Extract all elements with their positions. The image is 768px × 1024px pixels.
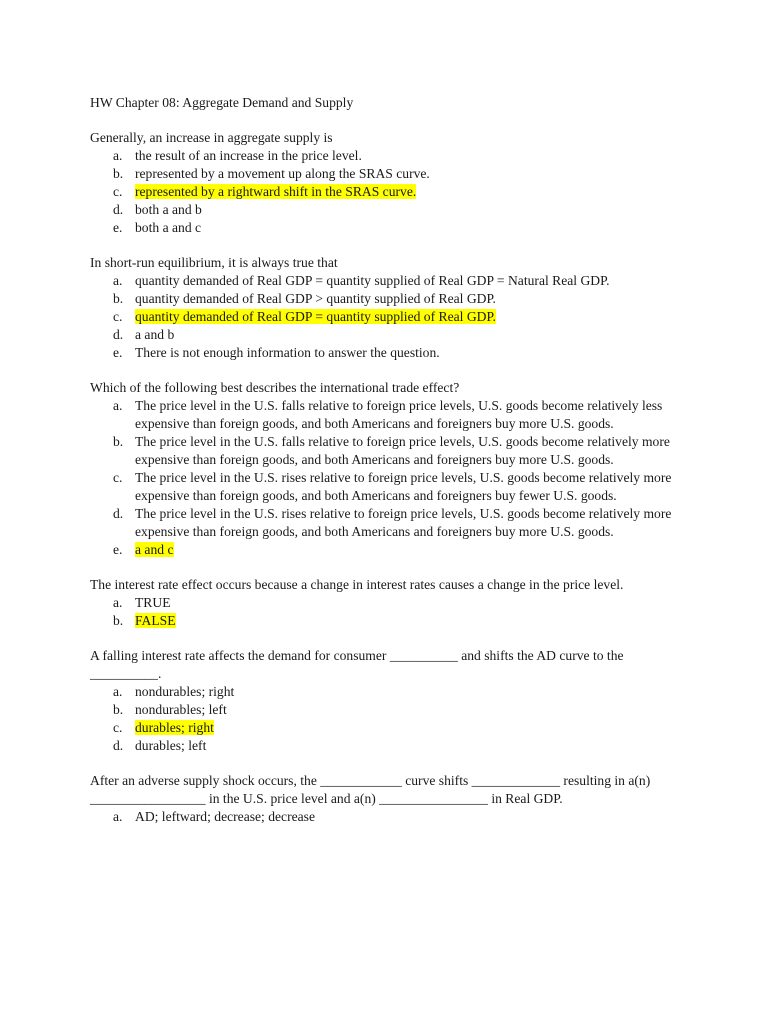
option-letter: c. xyxy=(113,184,123,199)
option-text: AD; leftward; decrease; decrease xyxy=(135,809,316,824)
option-letter: c. xyxy=(113,470,123,485)
question-text: In short-run equilibrium, it is always true that xyxy=(90,255,338,270)
option-text: the result of an increase in the price level. xyxy=(135,148,362,163)
answer-option xyxy=(90,469,690,505)
option-text: quantity demanded of Real GDP = quantity supplied of Real GDP = Natural Real GDP. xyxy=(135,273,610,288)
question-text: The interest rate effect occurs because a change in interest rates causes a change in the price level. xyxy=(90,577,624,592)
answer-option xyxy=(90,165,690,183)
question-block xyxy=(90,772,690,826)
answer-options xyxy=(90,683,690,755)
document-page xyxy=(90,94,690,843)
answer-option xyxy=(90,808,690,826)
answer-option xyxy=(90,397,690,433)
highlighted-answer-text: a and c xyxy=(135,542,174,557)
question-block xyxy=(90,379,690,559)
answer-option xyxy=(90,183,690,201)
option-text: The price level in the U.S. falls relative to foreign price levels, U.S. goods become relatively less expensive than foreign goods, and both Americans and foreigners buy more U.S. goods. xyxy=(135,398,663,431)
answer-option xyxy=(90,433,690,469)
option-text: both a and c xyxy=(135,220,202,235)
answer-option xyxy=(90,219,690,237)
highlighted-answer-text: durables; right xyxy=(135,720,214,735)
question-text: Which of the following best describes the international trade effect? xyxy=(90,380,460,395)
option-letter: e. xyxy=(113,345,123,360)
answer-options xyxy=(90,594,690,630)
option-letter: c. xyxy=(113,720,123,735)
question-text: Generally, an increase in aggregate supply is xyxy=(90,130,333,145)
question-block xyxy=(90,254,690,362)
question-text: After an adverse supply shock occurs, the ____________ curve shifts _____________ resulting in a(n) _________________ in the U.S. price level and a(n) ________________ in Real GDP. xyxy=(90,773,651,806)
option-letter: d. xyxy=(113,738,124,753)
answer-option xyxy=(90,541,690,559)
answer-options xyxy=(90,272,690,362)
answer-option xyxy=(90,326,690,344)
answer-option xyxy=(90,272,690,290)
question-block xyxy=(90,129,690,237)
question-list xyxy=(90,129,690,826)
answer-option xyxy=(90,147,690,165)
option-letter: e. xyxy=(113,542,123,557)
option-letter: a. xyxy=(113,398,123,413)
answer-option xyxy=(90,201,690,219)
answer-option xyxy=(90,344,690,362)
option-letter: d. xyxy=(113,506,124,521)
answer-option xyxy=(90,505,690,541)
answer-option xyxy=(90,701,690,719)
option-text: The price level in the U.S. rises relative to foreign price levels, U.S. goods become relatively more expensive than foreign goods, and both Americans and foreigners buy fewer U.S. goods. xyxy=(135,470,672,503)
option-text: nondurables; left xyxy=(135,702,227,717)
option-letter: b. xyxy=(113,291,124,306)
question-text: A falling interest rate affects the demand for consumer __________ and shifts the AD curve to the __________. xyxy=(90,648,624,681)
answer-option xyxy=(90,719,690,737)
answer-option xyxy=(90,612,690,630)
option-letter: a. xyxy=(113,273,123,288)
option-letter: c. xyxy=(113,309,123,324)
option-letter: b. xyxy=(113,434,124,449)
option-letter: a. xyxy=(113,148,123,163)
highlighted-answer-text: represented by a rightward shift in the SRAS curve. xyxy=(135,184,417,199)
option-text: both a and b xyxy=(135,202,202,217)
document-title: HW Chapter 08: Aggregate Demand and Supply xyxy=(90,95,354,110)
option-text: There is not enough information to answer the question. xyxy=(135,345,440,360)
answer-options xyxy=(90,147,690,237)
option-letter: b. xyxy=(113,702,124,717)
option-letter: d. xyxy=(113,202,124,217)
answer-option xyxy=(90,737,690,755)
option-letter: b. xyxy=(113,166,124,181)
option-letter: a. xyxy=(113,595,123,610)
option-letter: a. xyxy=(113,809,123,824)
option-text: represented by a movement up along the SRAS curve. xyxy=(135,166,430,181)
answer-options xyxy=(90,808,690,826)
answer-option xyxy=(90,308,690,326)
answer-option xyxy=(90,594,690,612)
highlighted-answer-text: FALSE xyxy=(135,613,176,628)
option-letter: d. xyxy=(113,327,124,342)
option-text: a and b xyxy=(135,327,175,342)
option-text: nondurables; right xyxy=(135,684,235,699)
answer-option xyxy=(90,290,690,308)
option-letter: e. xyxy=(113,220,123,235)
answer-option xyxy=(90,683,690,701)
option-text: The price level in the U.S. rises relative to foreign price levels, U.S. goods become relatively more expensive than foreign goods, and both Americans and foreigners buy more U.S. goods. xyxy=(135,506,672,539)
question-block xyxy=(90,647,690,755)
option-letter: a. xyxy=(113,684,123,699)
option-text: durables; left xyxy=(135,738,207,753)
answer-options xyxy=(90,397,690,559)
option-text: quantity demanded of Real GDP > quantity supplied of Real GDP. xyxy=(135,291,496,306)
option-text: TRUE xyxy=(135,595,171,610)
question-block xyxy=(90,576,690,630)
highlighted-answer-text: quantity demanded of Real GDP = quantity supplied of Real GDP. xyxy=(135,309,496,324)
option-text: The price level in the U.S. falls relative to foreign price levels, U.S. goods become relatively more expensive than foreign goods, and both Americans and foreigners buy more U.S. goods. xyxy=(135,434,670,467)
option-letter: b. xyxy=(113,613,124,628)
